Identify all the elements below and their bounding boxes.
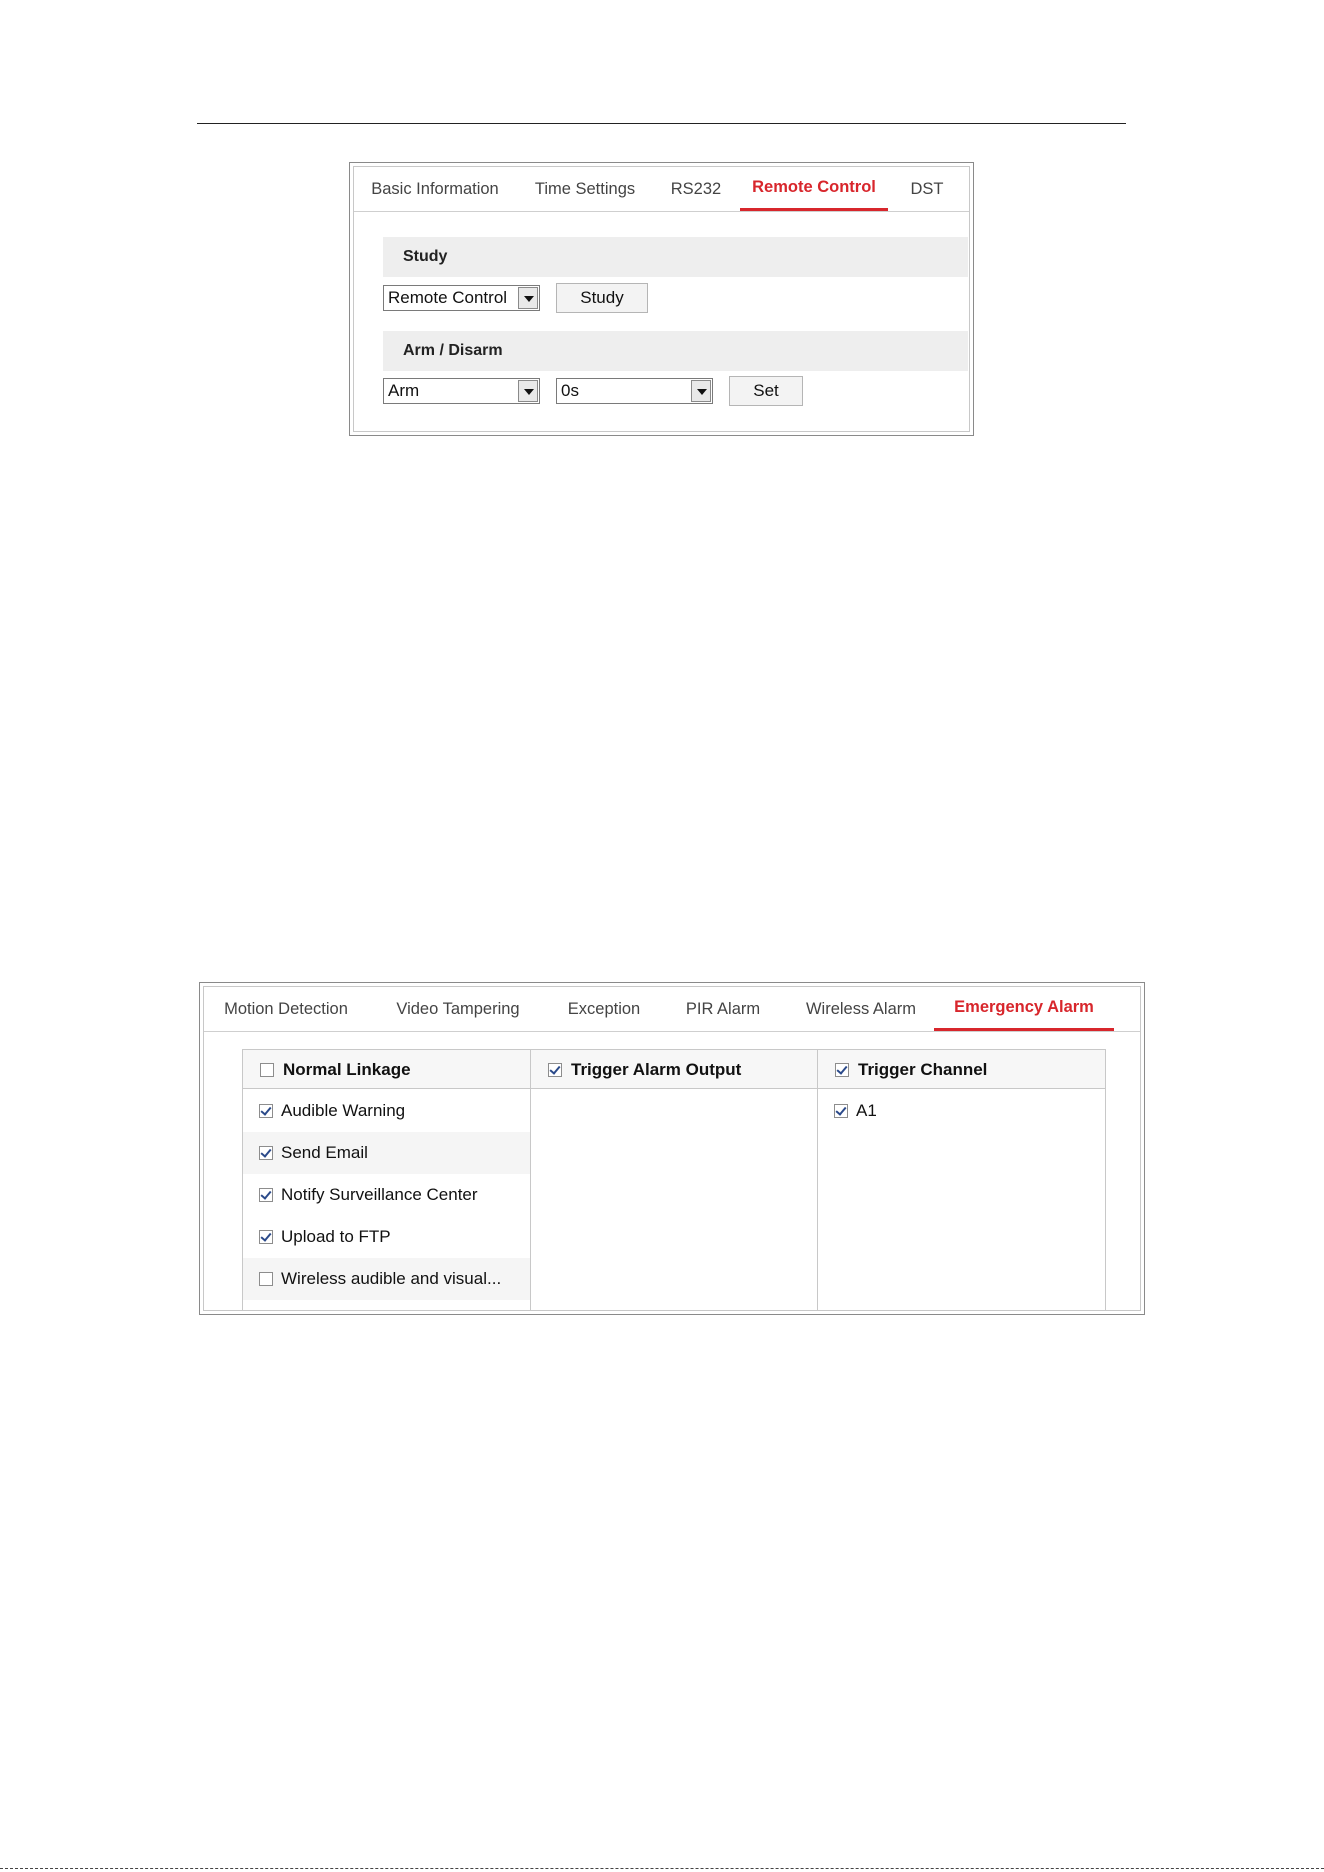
page-header-rule — [197, 123, 1126, 124]
study-button[interactable]: Study — [556, 283, 648, 313]
list-item-label: A1 — [856, 1101, 877, 1120]
trigger-channel-label: Trigger Channel — [858, 1060, 988, 1079]
list-item — [243, 1090, 530, 1132]
list-item-label: Notify Surveillance Center — [281, 1185, 478, 1204]
channel-a1-checkbox[interactable] — [834, 1104, 848, 1118]
chevron-down-icon[interactable] — [518, 380, 538, 402]
page-footer-rule — [0, 1868, 1324, 1869]
tab-pir-alarm[interactable]: PIR Alarm — [685, 1000, 761, 1018]
trigger-alarm-output-checkbox[interactable] — [548, 1063, 562, 1077]
study-mode-select-value: Remote Control — [388, 288, 508, 307]
tab-bar — [354, 167, 969, 212]
linkage-table — [242, 1049, 1106, 1311]
tab-remote-control[interactable]: Remote Control — [740, 167, 888, 211]
tab-rs232[interactable]: RS232 — [670, 180, 722, 198]
trigger-channel-header — [818, 1050, 1105, 1089]
tab-emergency-alarm[interactable]: Emergency Alarm — [934, 987, 1114, 1031]
tab-video-tampering[interactable]: Video Tampering — [396, 1000, 520, 1018]
tab-time-settings[interactable]: Time Settings — [534, 180, 636, 198]
tab-wireless-alarm[interactable]: Wireless Alarm — [805, 1000, 916, 1018]
arm-delay-select[interactable] — [556, 378, 713, 404]
tab-bar — [204, 987, 1140, 1032]
study-mode-select[interactable] — [383, 285, 540, 311]
list-item — [818, 1090, 1105, 1132]
normal-linkage-checkbox[interactable] — [260, 1063, 274, 1077]
remote-control-panel-inner — [353, 166, 970, 432]
remote-control-panel — [349, 162, 974, 436]
notify-surveillance-center-checkbox[interactable] — [259, 1188, 273, 1202]
audible-warning-checkbox[interactable] — [259, 1104, 273, 1118]
send-email-checkbox[interactable] — [259, 1146, 273, 1160]
trigger-alarm-output-label: Trigger Alarm Output — [571, 1060, 742, 1079]
chevron-down-icon[interactable] — [691, 380, 711, 402]
trigger-channel-checkbox[interactable] — [835, 1063, 849, 1077]
study-section-header: Study — [383, 237, 968, 277]
list-item — [243, 1132, 530, 1174]
arm-mode-select[interactable] — [383, 378, 540, 404]
emergency-alarm-panel — [199, 982, 1145, 1315]
arm-mode-select-value: Arm — [388, 381, 420, 400]
emergency-alarm-panel-inner — [203, 986, 1141, 1311]
list-item — [243, 1258, 530, 1300]
list-item — [243, 1174, 530, 1216]
arm-disarm-section-header: Arm / Disarm — [383, 331, 968, 371]
list-item-label: Upload to FTP — [281, 1227, 391, 1246]
upload-to-ftp-checkbox[interactable] — [259, 1230, 273, 1244]
wireless-audible-visual-checkbox[interactable] — [259, 1272, 273, 1286]
list-item-label: Audible Warning — [281, 1101, 406, 1120]
set-button[interactable]: Set — [729, 376, 803, 406]
arm-delay-select-value: 0s — [561, 381, 579, 400]
tab-motion-detection[interactable]: Motion Detection — [224, 1000, 348, 1018]
tab-dst[interactable]: DST — [910, 180, 944, 198]
tab-exception[interactable]: Exception — [567, 1000, 641, 1018]
chevron-down-icon[interactable] — [518, 287, 538, 309]
normal-linkage-header — [243, 1050, 530, 1089]
list-item-label: Wireless audible and visual... — [281, 1269, 502, 1288]
trigger-channel-column — [817, 1050, 1105, 1311]
normal-linkage-column — [243, 1050, 530, 1311]
trigger-alarm-output-header — [531, 1050, 817, 1089]
list-item — [243, 1216, 530, 1258]
list-item-label: Send Email — [281, 1143, 368, 1162]
normal-linkage-label: Normal Linkage — [283, 1060, 411, 1079]
trigger-alarm-output-column — [530, 1050, 817, 1311]
tab-basic-information[interactable]: Basic Information — [371, 180, 499, 198]
